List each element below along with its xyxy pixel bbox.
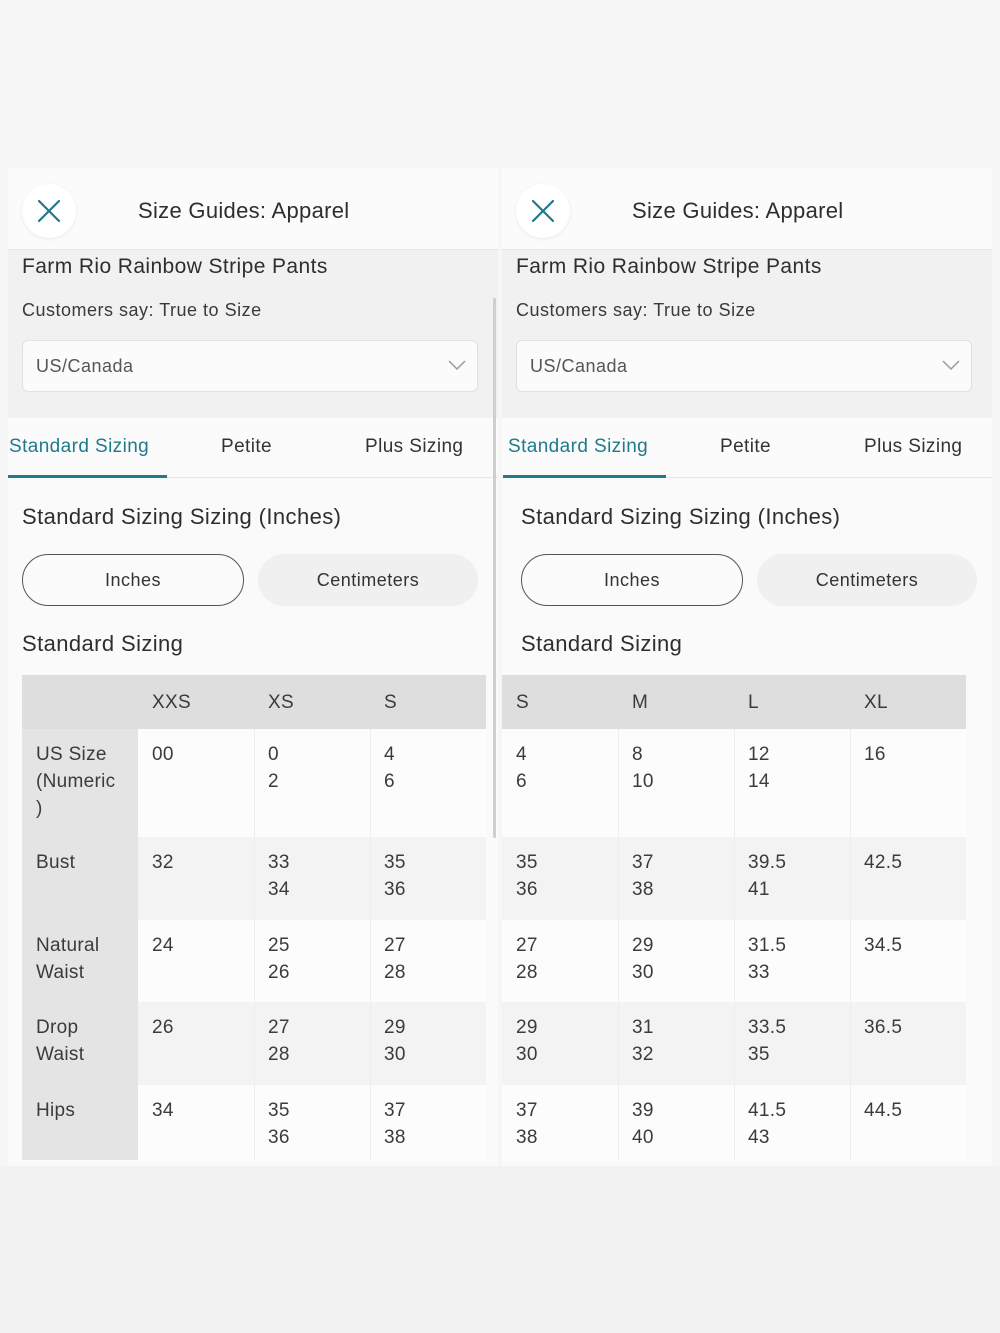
table-cell bbox=[734, 729, 850, 837]
cell-line: 41.5 bbox=[748, 1100, 787, 1121]
cell-line: ) bbox=[36, 798, 43, 819]
section-title: Standard Sizing Sizing (Inches) bbox=[521, 504, 841, 529]
cell-line: 29 bbox=[384, 1017, 406, 1038]
column-divider bbox=[850, 729, 851, 1160]
cell-line: 30 bbox=[384, 1044, 406, 1065]
column-header: S bbox=[370, 675, 486, 729]
cell-line: 27 bbox=[516, 935, 538, 956]
chevron-down-icon bbox=[941, 359, 961, 371]
cell-line: 28 bbox=[516, 962, 538, 983]
cell-line: 34.5 bbox=[864, 935, 903, 956]
column-divider bbox=[254, 729, 255, 1160]
tab-plus-sizing[interactable]: Plus Sizing bbox=[365, 436, 464, 457]
table-cell bbox=[138, 837, 254, 920]
cell-line: 26 bbox=[268, 962, 290, 983]
chevron-down-icon bbox=[447, 359, 467, 371]
column-header: L bbox=[734, 675, 850, 729]
background-bottom bbox=[0, 1166, 1000, 1333]
cell-line: 29 bbox=[632, 935, 654, 956]
sizing-tabs bbox=[8, 418, 498, 478]
product-name: Farm Rio Rainbow Stripe Pants bbox=[22, 255, 328, 278]
cell-line: 0 bbox=[268, 744, 279, 765]
column-header: XXS bbox=[138, 675, 254, 729]
column-divider bbox=[734, 729, 735, 1160]
cell-line: Waist bbox=[36, 962, 85, 983]
row-label bbox=[22, 729, 138, 837]
cell-line: 37 bbox=[516, 1100, 538, 1121]
table-cell bbox=[850, 1085, 966, 1160]
table-cell bbox=[138, 920, 254, 1002]
cell-line: 16 bbox=[864, 744, 886, 765]
active-tab-indicator bbox=[8, 475, 167, 478]
cell-line: Waist bbox=[36, 1044, 85, 1065]
size-guide-panel-left bbox=[8, 168, 498, 1166]
cell-line: 36 bbox=[516, 879, 538, 900]
table-cell bbox=[734, 1085, 850, 1160]
cell-line: 39.5 bbox=[748, 852, 787, 873]
table-cell bbox=[618, 729, 734, 837]
scrollbar[interactable] bbox=[493, 298, 496, 838]
cell-line: Drop bbox=[36, 1017, 79, 1038]
cell-line: 43 bbox=[748, 1127, 770, 1148]
table-cell bbox=[502, 1085, 618, 1160]
fit-note: Customers say: True to Size bbox=[516, 300, 756, 320]
cell-line: Bust bbox=[36, 852, 76, 873]
table-cell bbox=[502, 729, 618, 837]
cell-line: 12 bbox=[748, 744, 770, 765]
table-cell bbox=[138, 1002, 254, 1085]
cell-line: 38 bbox=[384, 1127, 406, 1148]
table-cell bbox=[138, 729, 254, 837]
cell-line: 27 bbox=[268, 1017, 290, 1038]
table-cell bbox=[254, 1085, 370, 1160]
table-cell bbox=[370, 1002, 486, 1085]
cell-line: 44.5 bbox=[864, 1100, 903, 1121]
cell-line: 10 bbox=[632, 771, 654, 792]
column-header: M bbox=[618, 675, 734, 729]
cell-line: 41 bbox=[748, 879, 770, 900]
row-label bbox=[22, 837, 138, 920]
size-guide-panel-right bbox=[502, 168, 992, 1166]
cell-line: 26 bbox=[152, 1017, 174, 1038]
table-cell bbox=[618, 920, 734, 1002]
cell-line: 29 bbox=[516, 1017, 538, 1038]
table-cell bbox=[254, 1002, 370, 1085]
cell-line: 35 bbox=[268, 1100, 290, 1121]
column-header: XL bbox=[850, 675, 966, 729]
column-header: XS bbox=[254, 675, 370, 729]
cell-line: 36.5 bbox=[864, 1017, 903, 1038]
cell-line: 4 bbox=[516, 744, 527, 765]
cell-line: 4 bbox=[384, 744, 395, 765]
column-divider bbox=[618, 729, 619, 1160]
table-cell bbox=[850, 920, 966, 1002]
cell-line: 8 bbox=[632, 744, 643, 765]
table-cell bbox=[618, 1002, 734, 1085]
cell-line: (Numeric bbox=[36, 771, 116, 792]
product-info bbox=[502, 250, 992, 418]
cell-line: 34 bbox=[268, 879, 290, 900]
modal-title: Size Guides: Apparel bbox=[632, 198, 844, 223]
table-cell bbox=[254, 920, 370, 1002]
cell-line: US Size bbox=[36, 744, 107, 765]
cell-line: 33.5 bbox=[748, 1017, 787, 1038]
tab-standard-sizing[interactable]: Standard Sizing bbox=[9, 436, 150, 457]
table-cell bbox=[618, 1085, 734, 1160]
table-cell bbox=[850, 1002, 966, 1085]
close-button[interactable] bbox=[516, 184, 570, 238]
cell-line: 36 bbox=[268, 1127, 290, 1148]
table-cell bbox=[850, 729, 966, 837]
section-title: Standard Sizing Sizing (Inches) bbox=[22, 504, 342, 529]
table-cell bbox=[254, 729, 370, 837]
centimeters-button[interactable]: Centimeters bbox=[757, 554, 977, 606]
cell-line: 35 bbox=[516, 852, 538, 873]
cell-line: 30 bbox=[632, 962, 654, 983]
cell-line: 31 bbox=[632, 1017, 654, 1038]
cell-line: 34 bbox=[152, 1100, 174, 1121]
modal-header bbox=[8, 168, 498, 250]
cell-line: 27 bbox=[384, 935, 406, 956]
cell-line: 32 bbox=[632, 1044, 654, 1065]
cell-line: 6 bbox=[384, 771, 395, 792]
table-cell bbox=[502, 920, 618, 1002]
tab-petite[interactable]: Petite bbox=[720, 436, 771, 457]
cell-line: 31.5 bbox=[748, 935, 787, 956]
cell-line: 32 bbox=[152, 852, 174, 873]
cell-line: 37 bbox=[632, 852, 654, 873]
cell-line: 36 bbox=[384, 879, 406, 900]
centimeters-button[interactable]: Centimeters bbox=[258, 554, 478, 606]
region-value: US/Canada bbox=[36, 356, 134, 376]
tab-petite[interactable]: Petite bbox=[221, 436, 272, 457]
cell-line: 33 bbox=[748, 962, 770, 983]
inches-button[interactable]: Inches bbox=[521, 554, 743, 606]
table-cell bbox=[370, 729, 486, 837]
tab-plus-sizing[interactable]: Plus Sizing bbox=[864, 436, 963, 457]
region-value: US/Canada bbox=[530, 356, 628, 376]
cell-line: 24 bbox=[152, 935, 174, 956]
cell-line: 25 bbox=[268, 935, 290, 956]
close-icon bbox=[531, 199, 555, 223]
column-header: S bbox=[502, 675, 618, 729]
table-cell bbox=[370, 837, 486, 920]
cell-line: 38 bbox=[516, 1127, 538, 1148]
region-select[interactable] bbox=[516, 340, 972, 392]
cell-line: 35 bbox=[384, 852, 406, 873]
cell-line: 00 bbox=[152, 744, 174, 765]
column-divider bbox=[370, 729, 371, 1160]
subsection-title: Standard Sizing bbox=[521, 631, 683, 656]
cell-line: 28 bbox=[268, 1044, 290, 1065]
cell-line: 2 bbox=[268, 771, 279, 792]
cell-line: 14 bbox=[748, 771, 770, 792]
cell-line: 39 bbox=[632, 1100, 654, 1121]
table-cell bbox=[734, 837, 850, 920]
table-cell bbox=[370, 1085, 486, 1160]
inches-button[interactable]: Inches bbox=[22, 554, 244, 606]
table-cell bbox=[850, 837, 966, 920]
cell-line: 30 bbox=[516, 1044, 538, 1065]
table-cell bbox=[370, 920, 486, 1002]
table-header-corner bbox=[22, 675, 138, 729]
tab-standard-sizing[interactable]: Standard Sizing bbox=[508, 436, 649, 457]
modal-title: Size Guides: Apparel bbox=[138, 198, 350, 223]
table-cell bbox=[138, 1085, 254, 1160]
cell-line: 38 bbox=[632, 879, 654, 900]
cell-line: 40 bbox=[632, 1127, 654, 1148]
cell-line: 42.5 bbox=[864, 852, 903, 873]
table-cell bbox=[734, 920, 850, 1002]
modal-header bbox=[502, 168, 992, 250]
row-label bbox=[22, 920, 138, 1002]
table-cell bbox=[254, 837, 370, 920]
table-cell bbox=[502, 1002, 618, 1085]
cell-line: 37 bbox=[384, 1100, 406, 1121]
background-top bbox=[0, 0, 1000, 168]
table-cell bbox=[618, 837, 734, 920]
table-cell bbox=[734, 1002, 850, 1085]
cell-line: Hips bbox=[36, 1100, 76, 1121]
cell-line: Natural bbox=[36, 935, 100, 956]
cell-line: 35 bbox=[748, 1044, 770, 1065]
close-button[interactable] bbox=[22, 184, 76, 238]
subsection-title: Standard Sizing bbox=[22, 631, 184, 656]
cell-line: 6 bbox=[516, 771, 527, 792]
cell-line: 33 bbox=[268, 852, 290, 873]
active-tab-indicator bbox=[503, 475, 666, 478]
product-info bbox=[8, 250, 498, 418]
row-label bbox=[22, 1002, 138, 1085]
table-cell bbox=[502, 837, 618, 920]
row-label bbox=[22, 1085, 138, 1160]
cell-line: 28 bbox=[384, 962, 406, 983]
product-name: Farm Rio Rainbow Stripe Pants bbox=[516, 255, 822, 278]
fit-note: Customers say: True to Size bbox=[22, 300, 262, 320]
close-icon bbox=[37, 199, 61, 223]
region-select[interactable] bbox=[22, 340, 478, 392]
sizing-tabs bbox=[502, 418, 992, 478]
